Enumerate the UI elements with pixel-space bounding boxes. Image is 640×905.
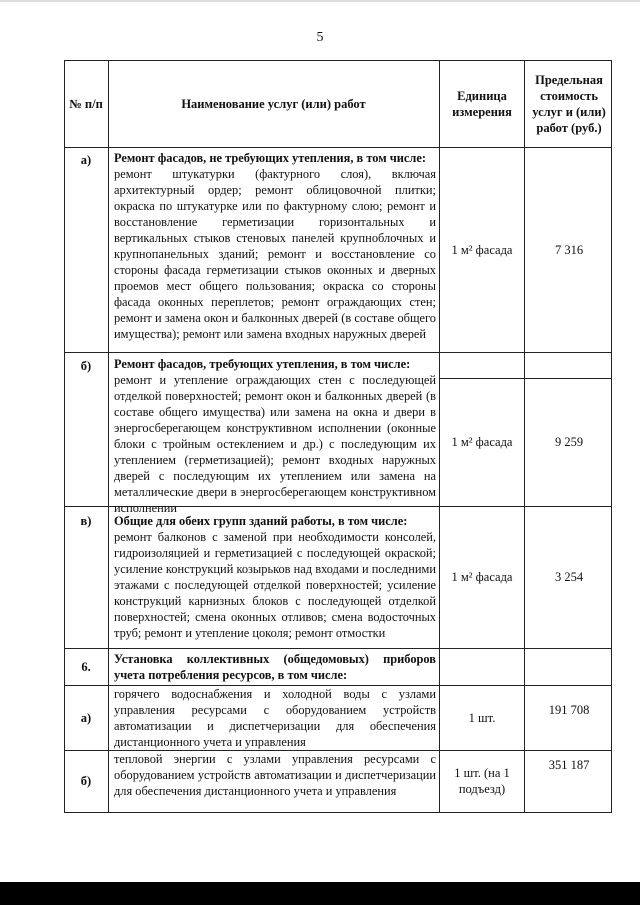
table-border [439, 60, 440, 813]
row-price: 7 316 [554, 242, 584, 257]
row-description [114, 150, 436, 342]
table-border [524, 60, 525, 813]
row-num: а) [80, 710, 92, 725]
row-body: ремонт и утепление ограждающих стен с последующей отделкой поверхностей; ремонт окон и балконных дверей (в составе общего имущества) или замена на окна и двери в энергосберегающем конструктивном исполнении (оконные блоки с тройным остеклением и др.) с последующим их утеплением (герметизацией); ремонт входных наружных дверей с последующим их утеплением или замена на металлические двери в энергосберегающем конструктивном исполнении [114, 373, 436, 515]
row-price: 191 708 [548, 703, 590, 717]
row-num: б) [80, 774, 92, 788]
row-num: б) [80, 359, 92, 373]
row-description [114, 751, 436, 799]
row-title: Установка коллективных (общедомовых) приборов учета потребления ресурсов, в том числе: [114, 652, 436, 682]
row-num: а) [80, 153, 92, 167]
row-body: тепловой энергии с узлами управления ресурсами с оборудованием устройств автоматизации и диспетчеризации для обеспечения дистанционного учета и управления [114, 752, 436, 798]
row-title: Общие для обеих групп зданий работы, в том числе: [114, 514, 408, 528]
header-unit: Единица измерения [452, 88, 512, 119]
row-price: 9 259 [554, 435, 584, 449]
table-border [64, 648, 612, 649]
row-unit: 1 шт. (на 1 подъезд) [454, 766, 510, 796]
row-body: ремонт балконов с заменой при необходимости консолей, гидроизоляцией и герметизацией с последующей окраской; усиление конструкций козырьков над входами и последними этажами с последующей отделкой поверхностей; усиление конструкций карнизных блоков с последующей отделкой поверхностей; смена оконных отливов; смена водосточных труб; ремонт и утепление цоколя; ремонт отмостки [114, 530, 436, 640]
table-border [64, 812, 612, 813]
row-description [114, 686, 436, 750]
row-unit: 1 м² фасада [451, 242, 513, 257]
row-description [114, 513, 436, 641]
table-border [611, 60, 612, 813]
row-body: горячего водоснабжения и холодной воды с узлами управления ресурсами с оборудованием устройств автоматизации и диспетчеризации для обеспечения дистанционного учета и управления [114, 687, 436, 749]
table-border [64, 352, 612, 353]
header-name: Наименование услуг (или) работ [181, 96, 366, 111]
row-unit: 1 м² фасада [451, 435, 513, 449]
row-unit: 1 шт. [468, 710, 496, 725]
row-price: 3 254 [554, 570, 584, 584]
row-price: 351 187 [548, 758, 590, 772]
page-number: 5 [316, 30, 324, 45]
scan-edge [0, 0, 640, 2]
row-num: 6. [81, 659, 91, 674]
header-price: Предельная стоимость услуг и (или) работ (руб.) [532, 72, 606, 135]
row-description [114, 356, 436, 516]
row-body: ремонт штукатурки (фактурного слоя), включая архитектурный ордер; ремонт облицовочной плитки; окраска по штукатурке или по фактурному слою; ремонт и восстановление герметизации горизонтальных и вертикальных стыков стеновых панелей крупноблочных и крупнопанельных зданий; ремонт и восстановление со стороны фасада герметизации стыков оконных и дверных проемов мест общего пользования; окраска со стороны фасада оконных переплетов; ремонт ограждающих стен; ремонт и замена окон и балконных дверей (в составе общего имущества); ремонт или замена входных наружных дверей [114, 167, 436, 341]
header-num: № п/п [69, 96, 103, 111]
row-title: Ремонт фасадов, требующих утепления, в том числе: [114, 357, 411, 371]
table-border [108, 60, 109, 813]
row-title: Ремонт фасадов, не требующих утепления, в том числе: [114, 151, 426, 165]
row-unit: 1 м² фасада [451, 570, 513, 584]
row-num: в) [80, 514, 92, 528]
services-table [64, 60, 612, 813]
row-description [114, 651, 436, 683]
scan-bottom-edge [0, 882, 640, 905]
